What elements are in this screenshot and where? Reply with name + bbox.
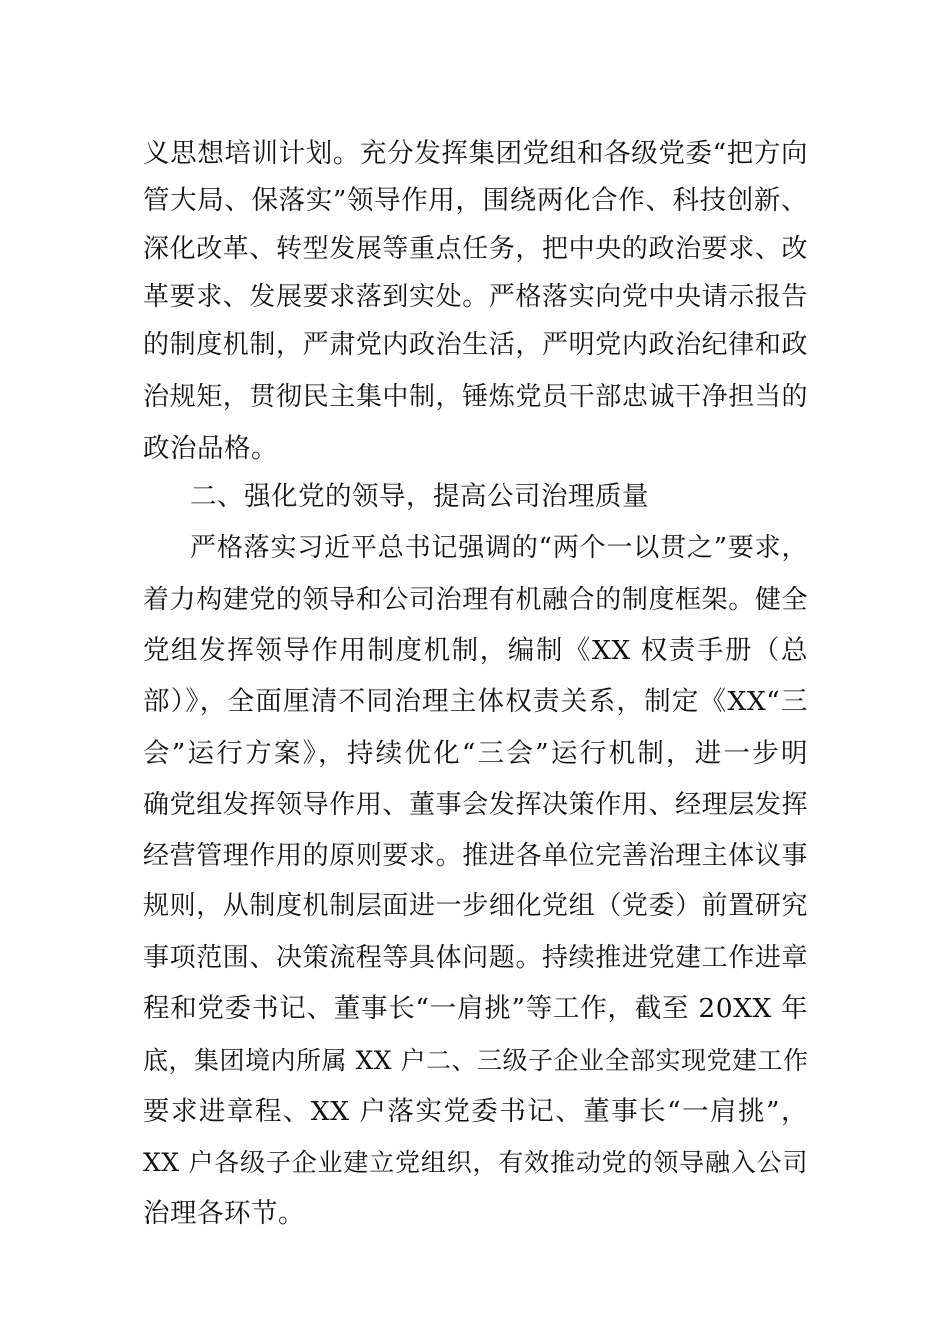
paragraph-2-line-11: 底，集团境内所属 XX 户二、三级子企业全部实现党建工作 [143, 1046, 809, 1075]
paragraph-2-line-7: 经营管理作用的原则要求。推进各单位完善治理主体议事 [143, 841, 808, 871]
paragraph-1-line-5: 的制度机制，严肃党内政治生活，严明党内政治纪律和政 [143, 330, 808, 360]
paragraph-2-line-10: 程和党委书记、董事长“一肩挑”等工作，截至 20XX 年 [143, 993, 808, 1024]
paragraph-2-line-12: 要求进章程、XX 户落实党委书记、董事长“一肩挑”， [143, 1096, 808, 1127]
paragraph-2-line-2: 着力构建党的领导和公司治理有机融合的制度框架。健全 [143, 585, 808, 615]
paragraph-2-line-3: 党组发挥领导作用制度机制，编制《XX 权责手册（总 [143, 635, 808, 666]
paragraph-2-line-9: 事项范围、决策流程等具体问题。持续推进党建工作进章 [143, 943, 808, 973]
paragraph-1-line-7: 政治品格。 [143, 433, 278, 464]
paragraph-1-line-1: 义思想培训计划。充分发挥集团党组和各级党委“把方向 [143, 138, 808, 169]
paragraph-2-line-5: 会”运行方案》，持续优化“三会”运行机制，进一步明 [143, 738, 808, 769]
paragraph-1-line-6: 治规矩，贯彻民主集中制，锤炼党员干部忠诚干净担当的 [143, 382, 808, 412]
section-heading: 二、强化党的领导，提高公司治理质量 [190, 481, 649, 512]
paragraph-2-line-6: 确党组发挥领导作用、董事会发挥决策作用、经理层发挥 [143, 790, 808, 820]
paragraph-2-line-8: 规则，从制度机制层面进一步细化党组（党委）前置研究 [143, 891, 808, 921]
paragraph-1-line-2: 管大局、保落实”领导作用，围绕两化合作、科技创新、 [143, 185, 808, 216]
paragraph-2-line-4: 部）》，全面厘清不同治理主体权责关系，制定《XX“三 [143, 686, 808, 717]
paragraph-2-line-14: 治理各环节。 [143, 1198, 305, 1229]
paragraph-1-line-3: 深化改革、转型发展等重点任务，把中央的政治要求、改 [143, 234, 808, 264]
paragraph-2-line-13: XX 户各级子企业建立党组织，有效推动党的领导融入公司 [143, 1148, 808, 1177]
paragraph-2-line-1: 严格落实习近平总书记强调的“两个一以贯之”要求， [190, 533, 808, 563]
paragraph-1-line-4: 革要求、发展要求落到实处。严格落实向党中央请示报告 [143, 282, 808, 312]
